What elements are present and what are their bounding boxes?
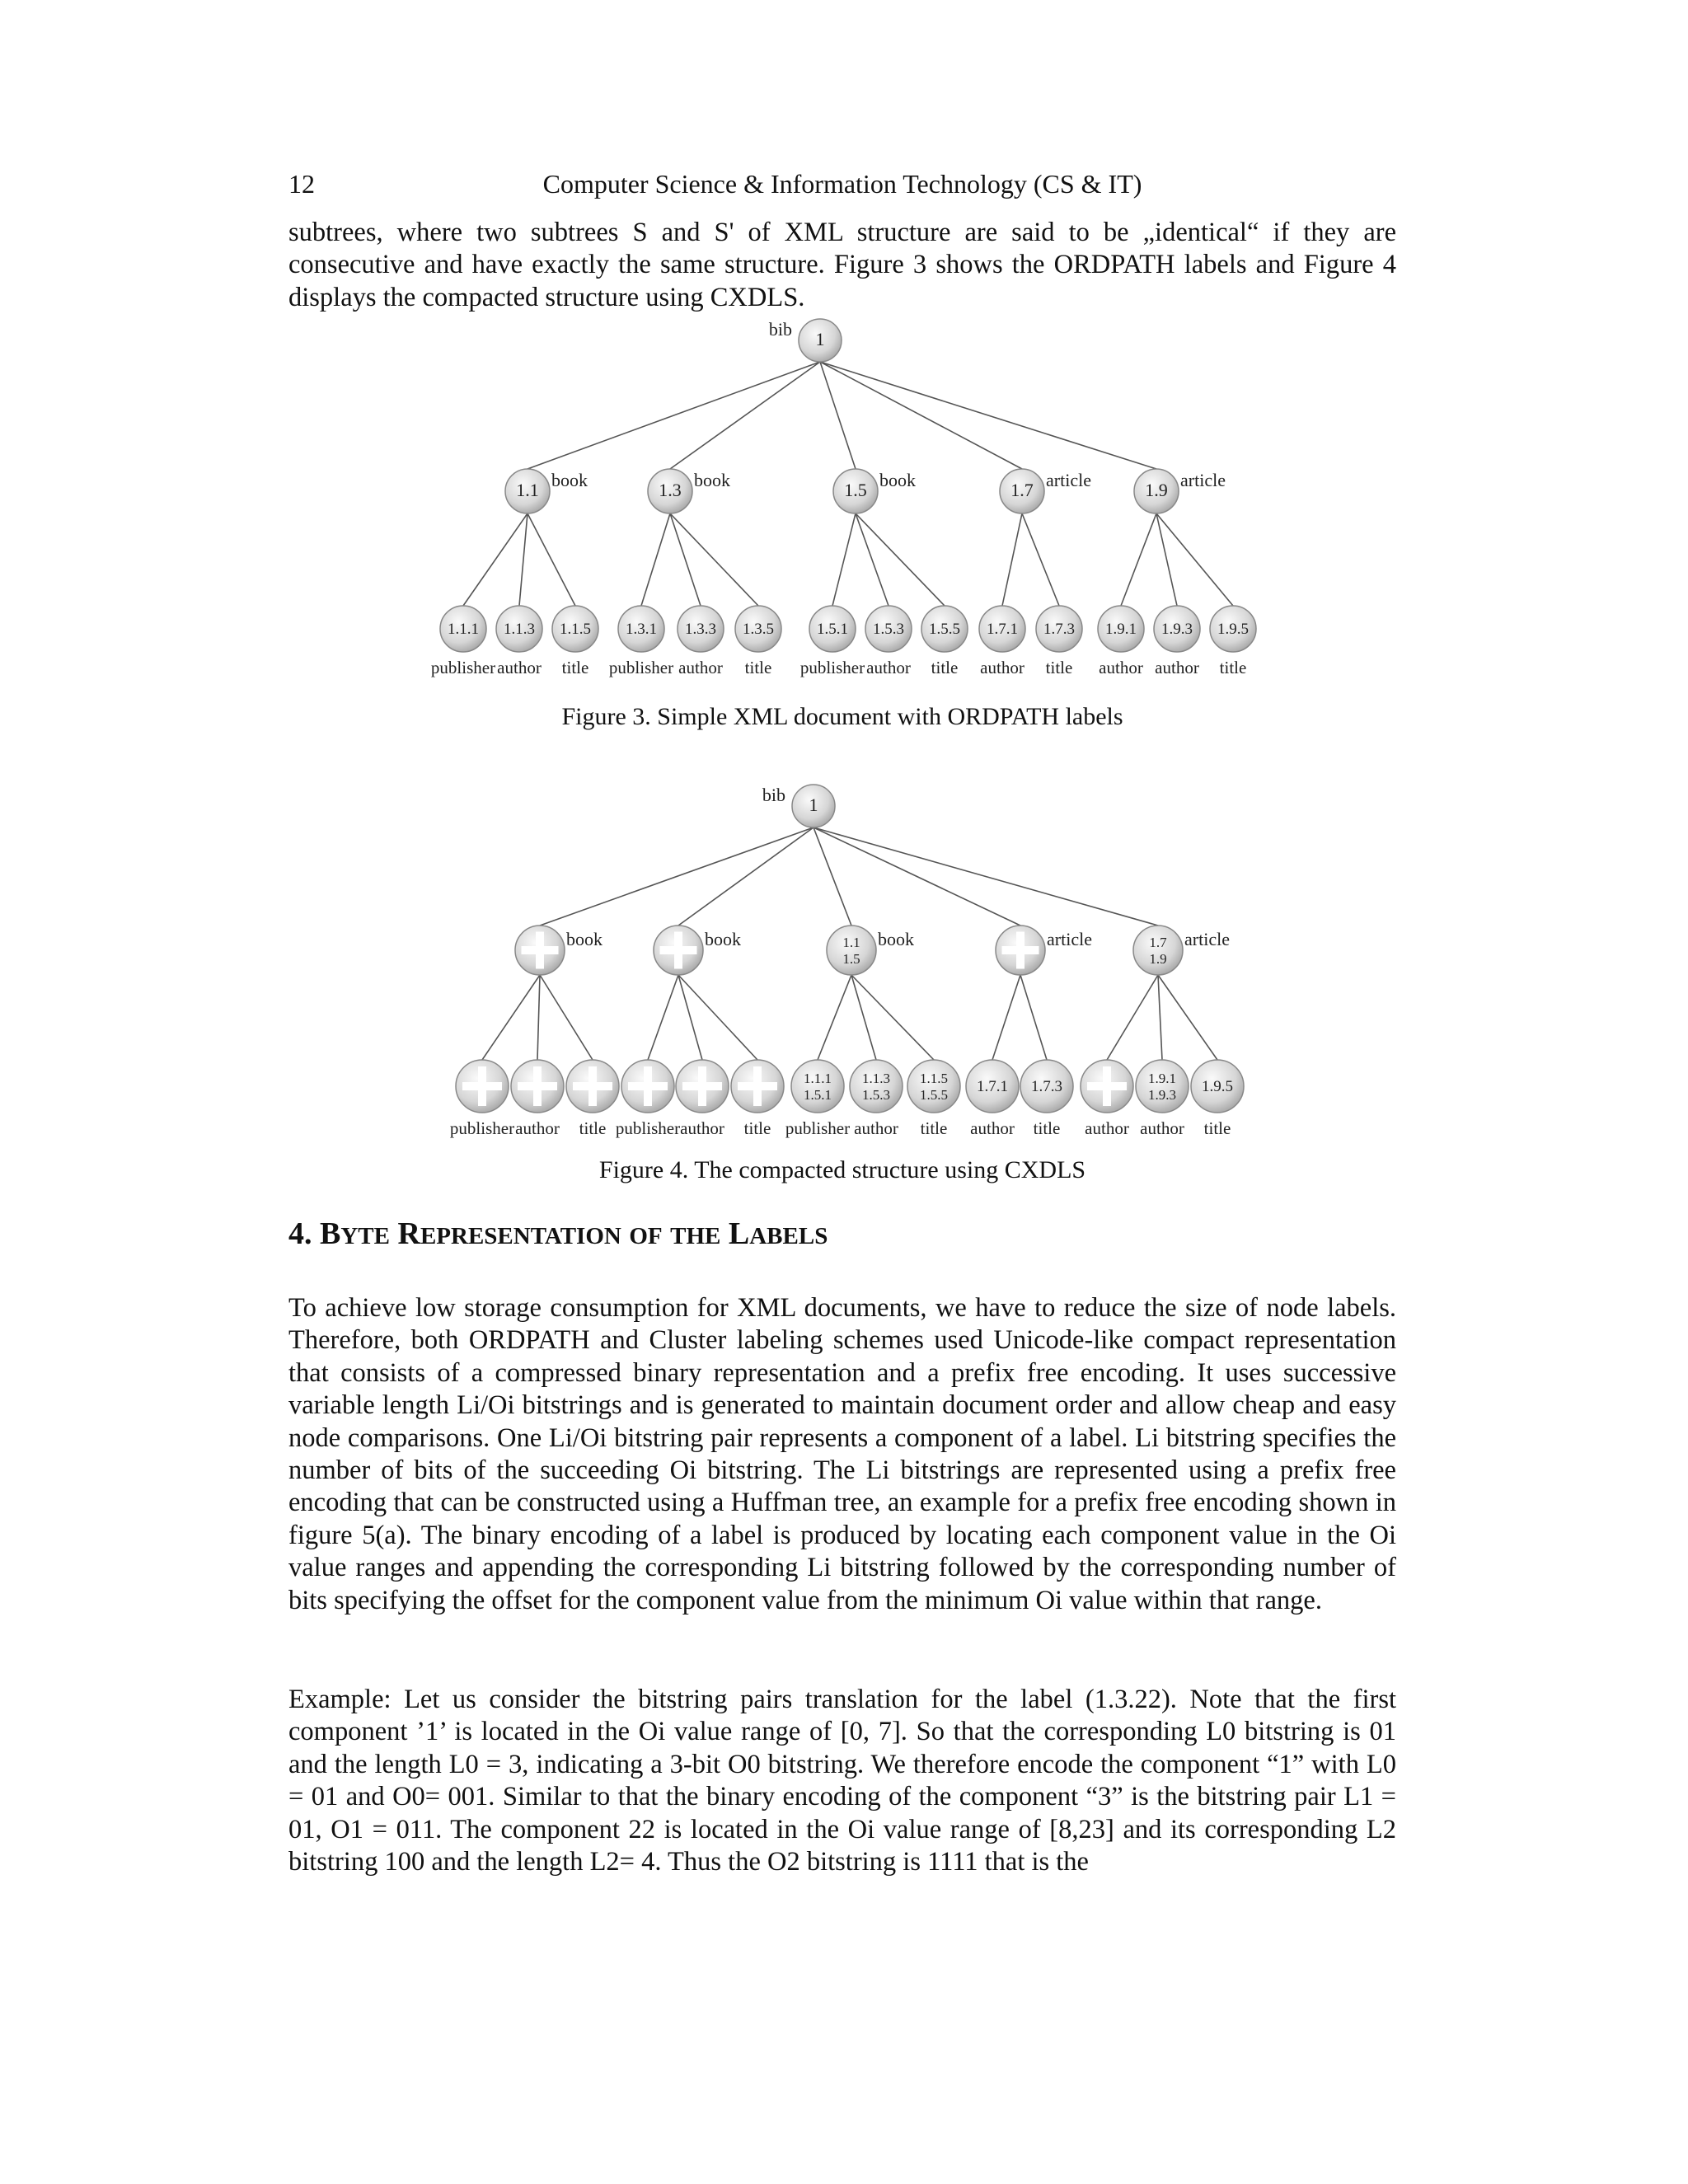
- leaf-tag: author: [854, 1118, 898, 1138]
- tree-edge: [856, 513, 889, 606]
- section-title-smallcaps: EPRESENTATION: [420, 1223, 621, 1249]
- leaf-tag: author: [1085, 1118, 1129, 1138]
- leaf-tag: title: [920, 1118, 948, 1138]
- tree-edge: [820, 362, 1156, 469]
- tree-edge: [528, 362, 820, 469]
- tree-edge: [992, 975, 1020, 1060]
- leaf-tag: title: [931, 658, 959, 677]
- leaf-node: [731, 1060, 784, 1113]
- node-label: 1.9.5: [1202, 1078, 1233, 1095]
- leaf-tag: title: [743, 1118, 771, 1138]
- element-node: [827, 926, 876, 975]
- tree-edge: [1158, 975, 1217, 1060]
- tree-edge: [540, 975, 593, 1060]
- node-label: 1.1.5 1.5.5: [920, 1071, 948, 1103]
- leaf-node: [735, 606, 781, 652]
- element-node: [515, 926, 565, 975]
- tree-edge: [832, 513, 856, 606]
- tree-edge: [1156, 513, 1233, 606]
- leaf-node: [496, 606, 542, 652]
- page-number: 12: [288, 169, 315, 199]
- tree-edge: [814, 827, 1158, 926]
- element-node: [648, 469, 692, 513]
- leaf-node: [1210, 606, 1256, 652]
- element-tag: book: [566, 929, 603, 949]
- leaf-node: [907, 1060, 960, 1113]
- leaf-tag: author: [1099, 658, 1143, 677]
- node-label: 1.1.3 1.5.3: [862, 1071, 890, 1103]
- tree-edge: [528, 513, 575, 606]
- element-tag: book: [694, 470, 730, 490]
- section-title-word: [670, 1216, 720, 1251]
- element-node: [654, 926, 703, 975]
- node-label: 1.3: [659, 480, 682, 500]
- body-paragraph-1: To achieve low storage consumption for XML documents, we have to reduce the size of node labels. Therefore, both ORDPATH and Cluster labeling schemes used Unicode-like compact representation that consists of a compressed binary representation and a prefix free encoding. It uses successive variable length Li/Oi bitstrings and is generated to maintain document order and allow cheap and easy node comparisons. One Li/Oi bitstring pair represents a component of a label. Li bitstring specifies the number of bits of the succeeding Oi bitstring. The Li bitstrings are represented using a prefix free encoding that can be constructed using a Huffman tree, an example for a prefix free encoding shown in figure 5(a). The binary encoding of a label is produced by locating each component value in the Oi value ranges and appending the corresponding Li bitstring followed by the corresponding number of bits specifying the offset for the component value from the minimum Oi value within that range.: [288, 1293, 1396, 1615]
- node-label: 1.1.3: [504, 621, 535, 638]
- leaf-tag: publisher: [615, 1118, 681, 1138]
- node-label: 1.9.1 1.9.3: [1148, 1071, 1176, 1103]
- leaf-tag: title: [744, 658, 772, 677]
- section-title-initial: R: [397, 1216, 420, 1251]
- section-title-initial: L: [728, 1216, 750, 1251]
- node-circle: [850, 1060, 903, 1113]
- leaf-node: [1036, 606, 1082, 652]
- node-label: 1.7: [1010, 480, 1034, 500]
- figure-3-caption: Figure 3. Simple XML document with ORDPATH labels: [561, 703, 1123, 730]
- node-label: 1.1: [516, 480, 539, 500]
- leaf-tag: publisher: [430, 658, 496, 677]
- tree-edge: [519, 513, 528, 606]
- node-label: 1.5.3: [873, 621, 904, 638]
- figure-4-tree-diagram: [437, 775, 1253, 1146]
- node-label: 1.5: [844, 480, 867, 500]
- leaf-node: [809, 606, 856, 652]
- node-circle: [827, 926, 876, 975]
- leaf-node: [979, 606, 1025, 652]
- tree-edge: [1158, 975, 1162, 1060]
- leaf-tag: title: [1033, 1118, 1061, 1138]
- leaf-tag: title: [1203, 1118, 1231, 1138]
- tree-edge: [540, 827, 814, 926]
- element-node: [1000, 469, 1044, 513]
- section-title-initial: B: [320, 1216, 341, 1251]
- node-label: 1.7 1.9: [1149, 935, 1167, 967]
- section-title-word: [398, 1216, 621, 1251]
- root-tag: bib: [768, 319, 792, 340]
- node-circle: [907, 1060, 960, 1113]
- node-label: 1.5.5: [929, 621, 960, 638]
- tree-edge: [537, 975, 540, 1060]
- leaf-node: [850, 1060, 903, 1113]
- tree-edge: [818, 975, 851, 1060]
- element-node: [996, 926, 1045, 975]
- body-paragraph-2: Example: Let us consider the bitstring pairs translation for the label (1.3.22). Note that the first component ’1’ is located in the Oi value range of [0, 7]. So that the corresponding L0 bitstring is 01 and the length L0 = 3, indicating a 3-bit O0 bitstring. We therefore encode the component “1” with L0 = 01 and O0= 001. Similar to that the binary encoding of the component “3” is the bitstring pair L1 = 01, O1 = 011. The component 22 is located in the Oi value range of [8,23] and its corresponding L2 bitstring 100 and the length L2= 4. Thus the O2 bitstring is 1111 that is the: [288, 1685, 1396, 1877]
- leaf-node: [552, 606, 598, 652]
- node-label: 1: [815, 329, 825, 349]
- leaf-tag: title: [579, 1118, 607, 1138]
- section-title-smallcaps: ABELS: [749, 1223, 828, 1249]
- node-label: 1.1.1 1.5.1: [804, 1071, 832, 1103]
- leaf-tag: title: [561, 658, 589, 677]
- leaf-node: [1081, 1060, 1133, 1113]
- page-header: [288, 169, 1396, 205]
- element-node: [505, 469, 550, 513]
- tree-edge: [1107, 975, 1158, 1060]
- node-circle: [791, 1060, 844, 1113]
- leaf-node: [618, 606, 664, 652]
- leaf-tag: author: [1140, 1118, 1184, 1138]
- leaf-node: [678, 606, 724, 652]
- node-label: 1.1.5: [560, 621, 591, 638]
- tree-edge: [482, 975, 540, 1060]
- node-label: 1.7.3: [1031, 1078, 1062, 1095]
- leaf-tag: title: [1045, 658, 1073, 677]
- node-label: 1.3.5: [743, 621, 774, 638]
- element-tag: book: [551, 470, 588, 490]
- node-label: 1.9.3: [1161, 621, 1193, 638]
- section-title-smallcaps: OF: [629, 1223, 663, 1249]
- tree-edge: [648, 975, 678, 1060]
- leaf-tag: publisher: [799, 658, 865, 677]
- element-tag: article: [1180, 470, 1226, 490]
- element-node: [1133, 926, 1183, 975]
- tree-edge: [856, 513, 945, 606]
- section-title-word: [320, 1216, 390, 1251]
- leaf-node: [566, 1060, 619, 1113]
- node-label: 1: [809, 794, 818, 815]
- tree-edge: [1121, 513, 1156, 606]
- leaf-node: [865, 606, 912, 652]
- leaf-tag: author: [678, 658, 723, 677]
- element-tag: article: [1046, 470, 1091, 490]
- section-number: 4.: [288, 1216, 312, 1251]
- journal-title: Computer Science & Information Technology (CS & IT): [542, 169, 1142, 199]
- element-tag: article: [1047, 929, 1092, 949]
- leaf-node: [1191, 1060, 1244, 1113]
- tree-edge: [1002, 513, 1022, 606]
- leaf-node: [511, 1060, 564, 1113]
- section-title-word: [629, 1216, 662, 1251]
- tree-edge: [1020, 975, 1047, 1060]
- node-label: 1.9.1: [1105, 621, 1137, 638]
- node-label: 1.3.1: [626, 621, 657, 638]
- node-label: 1.7.1: [977, 1078, 1008, 1095]
- node-label: 1.9: [1145, 480, 1168, 500]
- node-label: 1.1 1.5: [842, 935, 860, 967]
- figure-3-tree-diagram: [420, 316, 1261, 678]
- leaf-node: [440, 606, 486, 652]
- node-label: 1.7.3: [1043, 621, 1075, 638]
- leaf-node: [1154, 606, 1200, 652]
- figure-4-caption: Figure 4. The compacted structure using CXDLS: [598, 1156, 1086, 1183]
- element-tag: book: [879, 470, 916, 490]
- leaf-node: [1098, 606, 1144, 652]
- tree-edge: [670, 513, 758, 606]
- node-circle: [1136, 1060, 1189, 1113]
- section-title-smallcaps: THE: [670, 1223, 721, 1249]
- leaf-node: [921, 606, 968, 652]
- leaf-node: [676, 1060, 729, 1113]
- node-label: 1.1.1: [448, 621, 479, 638]
- tree-edge: [641, 513, 670, 606]
- tree-edge: [1156, 513, 1177, 606]
- element-tag: book: [705, 929, 741, 949]
- root-node: [799, 319, 842, 362]
- leaf-tag: publisher: [449, 1118, 515, 1138]
- node-circle: [1133, 926, 1183, 975]
- leaf-tag: title: [1219, 658, 1247, 677]
- node-label: 1.9.5: [1217, 621, 1249, 638]
- leaf-tag: author: [497, 658, 542, 677]
- tree-edge: [670, 513, 701, 606]
- leaf-tag: publisher: [785, 1118, 851, 1138]
- leaf-node: [791, 1060, 844, 1113]
- leaf-tag: author: [866, 658, 911, 677]
- leaf-tag: publisher: [608, 658, 674, 677]
- element-tag: book: [878, 929, 914, 949]
- element-node: [1134, 469, 1179, 513]
- section-title-smallcaps: YTE: [340, 1223, 390, 1249]
- tree-edge: [814, 827, 1020, 926]
- node-label: 1.7.1: [987, 621, 1018, 638]
- leaf-tag: author: [515, 1118, 560, 1138]
- tree-edge: [678, 827, 814, 926]
- leaf-tag: author: [970, 1118, 1015, 1138]
- root-tag: bib: [762, 785, 785, 805]
- leaf-node: [1136, 1060, 1189, 1113]
- leaf-tag: author: [680, 1118, 724, 1138]
- leaf-node: [621, 1060, 674, 1113]
- leaf-node: [1020, 1060, 1073, 1113]
- leaf-tag: author: [1155, 658, 1199, 677]
- leaf-tag: author: [980, 658, 1025, 677]
- element-node: [833, 469, 878, 513]
- tree-edge: [670, 362, 820, 469]
- section-heading: [288, 1216, 828, 1252]
- tree-edge: [463, 513, 528, 606]
- leaf-node: [966, 1060, 1019, 1113]
- node-label: 1.3.3: [685, 621, 716, 638]
- leaf-node: [456, 1060, 509, 1113]
- intro-paragraph: subtrees, where two subtrees S and S' of XML structure are said to be „identical“ if they are consecutive and have exactly the same structure. Figure 3 shows the ORDPATH labels and Figure 4 displays the compacted structure using CXDLS.: [288, 218, 1396, 312]
- root-node: [792, 785, 835, 827]
- section-title-word: [729, 1216, 828, 1251]
- node-label: 1.5.1: [817, 621, 848, 638]
- element-tag: article: [1184, 929, 1230, 949]
- tree-edge: [1022, 513, 1059, 606]
